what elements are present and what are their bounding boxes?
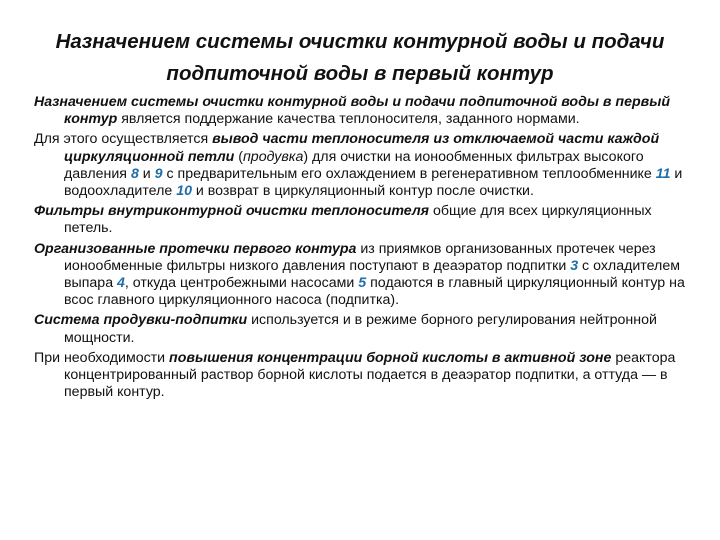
makeup-heading: Система продувки-подпитки: [34, 312, 248, 329]
paragraph-blowdown: [34, 131, 694, 200]
blowdown-text-1: Для этого осуществляется: [34, 131, 213, 148]
paragraph-makeup-system: [34, 312, 694, 346]
blowdown-text-6: и водоохладителе: [64, 165, 683, 200]
blowdown-emphasis: вывод части теплоносителя из отключаемой части каждой циркуляционной петли: [64, 131, 660, 165]
paragraph-filters: [34, 203, 694, 237]
slide-title-line-1: Назначением системы очистки контурной воды и подачи: [55, 30, 665, 53]
slide-title-line-2: подпиточной воды в первый контур: [166, 62, 554, 85]
ref-number-10: 10: [176, 183, 192, 200]
filters-heading: Фильтры внутриконтурной очистки теплоносителя: [34, 203, 429, 220]
leaks-text-3: , откуда центробежными насосами: [124, 275, 359, 292]
boron-emphasis: повышения концентрации борной кислоты в активной зоне: [169, 349, 612, 366]
ref-number-11: 11: [655, 165, 671, 182]
ref-number-5: 5: [358, 275, 367, 292]
blowdown-text-3: ) для очистки на ионообменных фильтрах высокого давления: [64, 148, 644, 182]
leaks-heading: Организованные протечки первого контура: [34, 240, 357, 257]
paragraph-purpose: [34, 94, 694, 128]
blowdown-text-2: (: [234, 148, 243, 165]
blowdown-text-5: с предварительным его охлаждением в регенеративном теплообменнике: [162, 165, 656, 182]
ref-number-9: 9: [154, 165, 163, 182]
blowdown-text-7: и возврат в циркуляционный контур после очистки.: [191, 183, 534, 200]
paragraph-leaks: [34, 241, 694, 310]
leaks-text-2: с охладителем выпара: [64, 257, 680, 292]
leaks-text-1: из приямков организованных протечек через ионообменные фильтры низкого давления поступают в деаэратор подпитки: [64, 240, 656, 274]
filters-text: общие для всех циркуляционных петель.: [64, 203, 652, 237]
ref-number-3: 3: [570, 257, 579, 274]
boron-text-2: реактора концентрированный раствор борной кислоты подается в деаэратор подпитки, а оттуда — в первый контур.: [64, 349, 676, 401]
ref-number-8: 8: [130, 165, 139, 182]
makeup-text: используется и в режиме борного регулирования нейтронной мощности.: [64, 312, 657, 346]
slide-title: [30, 26, 690, 90]
boron-text-1: При необходимости: [34, 349, 170, 366]
ref-number-4: 4: [117, 275, 125, 292]
slide-body: [34, 94, 694, 404]
purpose-heading: Назначением системы очистки контурной воды и подачи подпиточной воды в первый контур: [34, 94, 671, 128]
purpose-text: является поддержание качества теплоносителя, заданного нормами.: [117, 111, 580, 128]
blowdown-text-4: и: [138, 165, 155, 182]
paragraph-boron: [34, 350, 694, 402]
blowdown-term: продувка: [243, 148, 304, 165]
leaks-text-4: подаются в главный циркуляционный контур на всос главного циркуляционного насоса (подпитка).: [64, 275, 685, 309]
